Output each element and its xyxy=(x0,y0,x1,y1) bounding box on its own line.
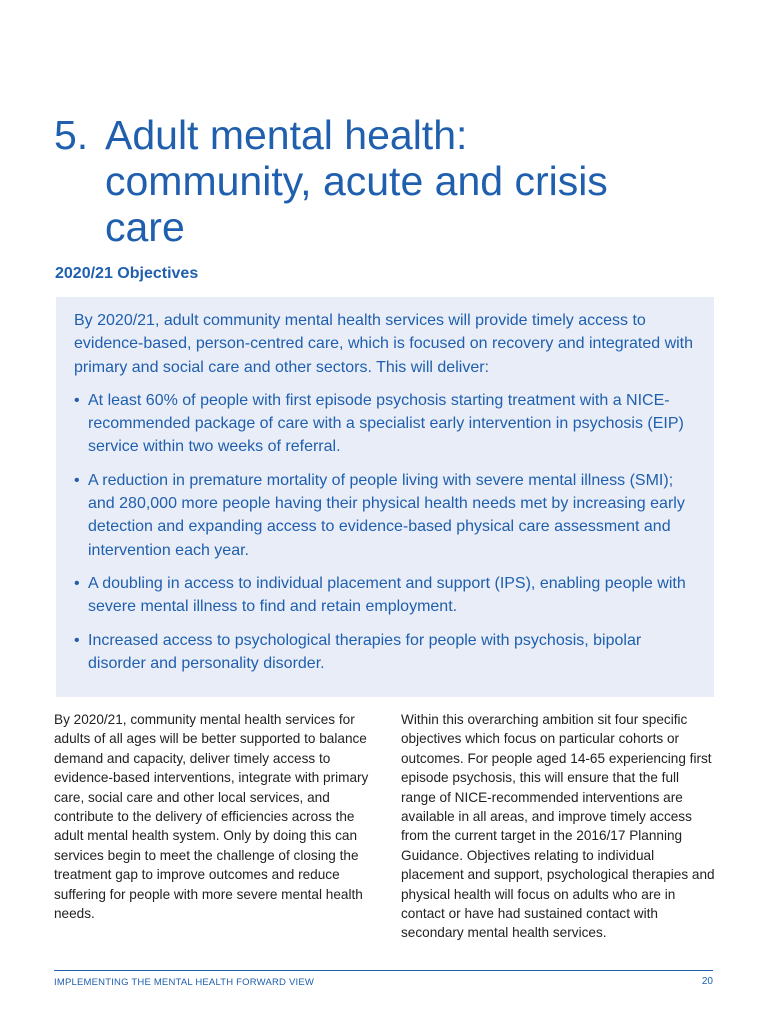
chapter-title-line-2: community, acute and crisis xyxy=(105,158,608,204)
footer-divider xyxy=(54,970,713,971)
objectives-heading: 2020/21 Objectives xyxy=(55,265,199,282)
objective-item-psychological-therapies xyxy=(74,629,696,676)
objective-item-ips xyxy=(74,572,696,619)
objective-item-smi xyxy=(74,469,696,562)
objective-text: At least 60% of people with first episode psychosis starting treatment with a NICE-recommended package of care with a specialist early intervention in psychosis (EIP) service within two weeks of referral. xyxy=(88,391,684,456)
objectives-list xyxy=(74,389,696,675)
footer-document-title: IMPLEMENTING THE MENTAL HEALTH FORWARD VIEW xyxy=(54,977,315,988)
chapter-title-text xyxy=(105,112,665,250)
body-paragraph-right: Within this overarching ambition sit four specific objectives which focus on particular cohorts or outcomes. For people aged 14-65 experiencing first episode psychosis, this will ensure that the full range of NICE-recommended interventions are available in all areas, and improve timely access from the current target in the 2016/17 Planning Guidance. Objectives relating to individual placement and support, psychological therapies and physical health will focus on adults who are in contact or have had sustained contact with secondary mental health services. xyxy=(401,712,715,941)
objective-text: A doubling in access to individual placement and support (IPS), enabling people with severe mental illness to find and retain employment. xyxy=(88,574,686,616)
bullet-glyph: • xyxy=(74,574,80,592)
chapter-title-line-3: care xyxy=(105,204,185,250)
page-number: 20 xyxy=(701,976,713,987)
objective-text: A reduction in premature mortality of people living with severe mental illness (SMI); and 280,000 more people having their physical health needs met by increasing early detection and expanding access to evidence-based physical care assessment and intervention each year. xyxy=(88,471,685,559)
chapter-number: 5. xyxy=(54,112,89,158)
objectives-intro: By 2020/21, adult community mental health services will provide timely access to evidence-based, person-centred care, which is focused on recovery and integrated with primary and social care and other sectors. This will deliver: xyxy=(74,312,694,376)
objective-item-eip xyxy=(74,389,696,459)
bullet-glyph: • xyxy=(74,631,80,649)
chapter-title xyxy=(54,112,665,250)
objectives-box xyxy=(56,297,714,697)
objective-text: Increased access to psychological therapies for people with psychosis, bipolar disorder and personality disorder. xyxy=(88,631,642,672)
body-paragraph-left: By 2020/21, community mental health services for adults of all ages will be better supported to balance demand and capacity, deliver timely access to evidence-based interventions, integrate with primary care, social care and other local services, and contribute to the delivery of efficiencies across the adult mental health system. Only by doing this can services begin to meet the challenge of closing the treatment gap to improve outcomes and reduce suffering for people with more severe mental health needs. xyxy=(54,712,369,922)
bullet-glyph: • xyxy=(74,391,80,409)
chapter-title-line-1: Adult mental health: xyxy=(105,112,468,158)
bullet-glyph: • xyxy=(74,471,80,489)
